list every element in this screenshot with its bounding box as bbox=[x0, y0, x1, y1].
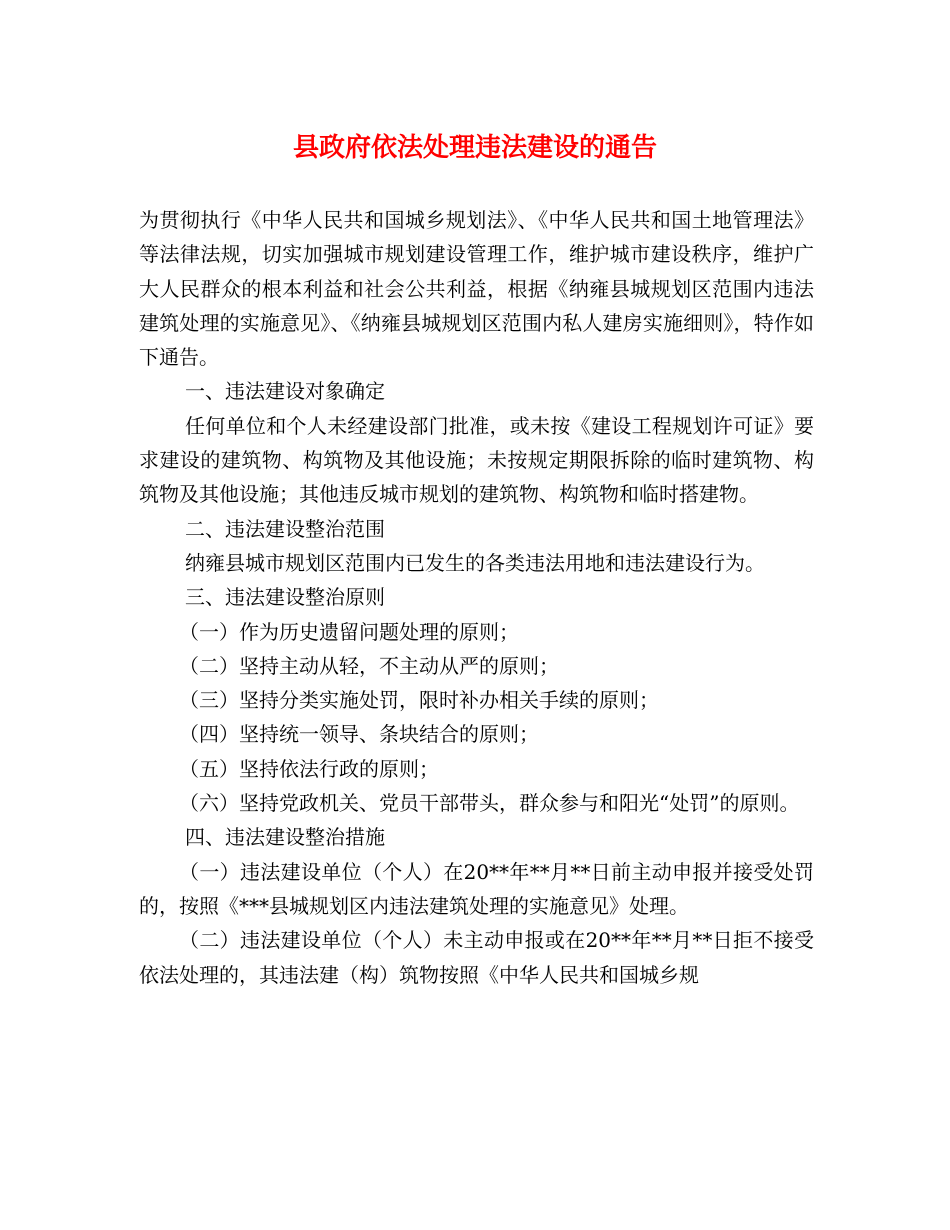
principle-item-6: （六）坚持党政机关、党员干部带头，群众参与和阳光“处罚”的原则。 bbox=[179, 791, 800, 816]
measure-item-1: （一）违法建设单位（个人）在20**年**月**日前主动申报并接受处罚的，按照《***县城规划区内违法建筑处理的实施意见》处理。 bbox=[139, 859, 814, 918]
section-paragraph-1: 任何单位和个人未经建设部门批准，或未按《建设工程规划许可证》要求建设的建筑物、构筑物及其他设施；未按规定期限拆除的临时建筑物、构筑物及其他设施；其他违反城市规划的建筑物、构筑物和临时搭建物。 bbox=[139, 413, 814, 507]
principle-item-1: （一）作为历史遗留问题处理的原则； bbox=[179, 619, 519, 644]
principle-item-4: （四）坚持统一领导、条块结合的原则； bbox=[179, 722, 539, 747]
principle-item-5: （五）坚持依法行政的原则； bbox=[179, 756, 439, 781]
document-body bbox=[139, 203, 814, 992]
section-heading-2: 二、违法建设整治范围 bbox=[185, 516, 385, 541]
intro-paragraph: 为贯彻执行《中华人民共和国城乡规划法》、《中华人民共和国土地管理法》等法律法规，切实加强城市规划建设管理工作，维护城市建设秩序，维护广大人民群众的根本利益和社会公共利益，根据《纳雍县城规划区范围内违法建筑处理的实施意见》、《纳雍县城规划区范围内私人建房实施细则》，特作如下通告。 bbox=[139, 208, 814, 370]
measure-item-2: （二）违法建设单位（个人）未主动申报或在20**年**月**日拒不接受依法处理的，其违法建（构）筑物按照《中华人民共和国城乡规 bbox=[139, 928, 814, 987]
document-title: 县政府依法处理违法建设的通告 bbox=[292, 133, 657, 163]
principle-item-2: （二）坚持主动从轻，不主动从严的原则； bbox=[179, 653, 559, 678]
section-heading-3: 三、违法建设整治原则 bbox=[185, 585, 385, 610]
section-heading-4: 四、违法建设整治措施 bbox=[185, 825, 385, 850]
principle-item-3: （三）坚持分类实施处罚，限时补办相关手续的原则； bbox=[179, 688, 659, 713]
section-heading-1: 一、违法建设对象确定 bbox=[185, 379, 385, 404]
section-paragraph-2: 纳雍县城市规划区范围内已发生的各类违法用地和违法建设行为。 bbox=[185, 550, 765, 575]
